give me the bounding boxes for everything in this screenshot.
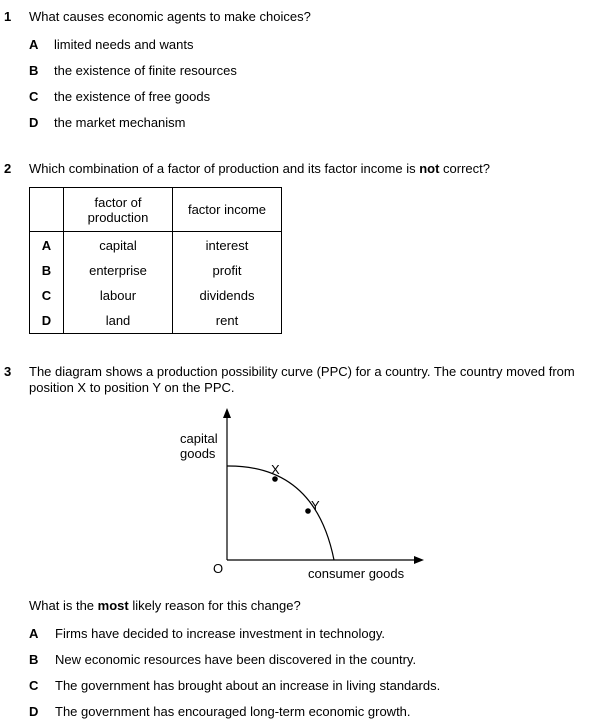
q3-option-d-text: The government has encouraged long-term economic growth. [55, 704, 411, 719]
q3-option-d-letter: D [29, 704, 39, 719]
table-cell-factor: capital [99, 238, 137, 253]
x-axis-label: consumer goods [308, 566, 405, 581]
q3-option-b-text: New economic resources have been discovered in the country. [55, 652, 417, 667]
q3-option-a-letter: A [29, 626, 39, 641]
q1-option-c-letter: C [29, 89, 39, 104]
question-2-number: 2 [4, 161, 12, 176]
question-3-number: 3 [4, 364, 12, 379]
point-y-label: Y [311, 498, 320, 513]
question-2-emphasis: not [419, 161, 440, 176]
table-cell-income: rent [215, 313, 239, 328]
table-header-income: factor income [173, 188, 282, 232]
question-3-line-2: position X to position Y on the PPC. [29, 380, 235, 395]
q1-option-d-letter: D [29, 115, 39, 130]
question-1-number: 1 [4, 9, 12, 24]
table-row-letter: B [41, 263, 52, 278]
table-header-factor: factor of production [64, 188, 173, 232]
q3-option-c-text: The government has brought about an increase in living standards. [55, 678, 441, 693]
y-axis-label-line-2: goods [180, 446, 216, 461]
q1-option-a-text: limited needs and wants [54, 37, 194, 52]
q1-option-b-text: the existence of finite resources [54, 63, 237, 78]
question-2-text: Which combination of a factor of production and its factor income is not correct? [29, 161, 490, 176]
point-y-marker [305, 508, 311, 514]
y-axis-label-line-1: capital [180, 431, 218, 446]
question-3-prompt: What is the most likely reason for this change? [29, 598, 301, 613]
point-x-label: X [271, 462, 280, 477]
q3-option-b-letter: B [29, 652, 39, 667]
y-axis-arrowhead [223, 408, 231, 418]
q1-option-d-text: the market mechanism [54, 115, 186, 130]
q3-option-c-letter: C [29, 678, 39, 693]
table-row-letter: D [41, 313, 52, 328]
table-row-letter: A [41, 238, 52, 253]
point-x-marker [272, 476, 278, 482]
table-cell-income: interest [205, 238, 249, 253]
question-3-emphasis: most [97, 598, 129, 613]
table-cell-factor: enterprise [89, 263, 147, 278]
table-cell-factor: land [105, 313, 131, 328]
q1-option-b-letter: B [29, 63, 39, 78]
question-1-text: What causes economic agents to make choices? [29, 9, 311, 24]
table-cell-income: profit [212, 263, 242, 278]
question-3-line-1: The diagram shows a production possibility curve (PPC) for a country. The country moved from [29, 364, 575, 379]
table-cell-factor: labour [99, 288, 137, 303]
table-cell-income: dividends [199, 288, 255, 303]
q3-option-a-text: Firms have decided to increase investment in technology. [55, 626, 385, 641]
q1-option-a-letter: A [29, 37, 39, 52]
x-axis-arrowhead [414, 556, 424, 564]
table-row-letter: C [41, 288, 52, 303]
q1-option-c-text: the existence of free goods [54, 89, 211, 104]
origin-label: O [213, 561, 224, 576]
